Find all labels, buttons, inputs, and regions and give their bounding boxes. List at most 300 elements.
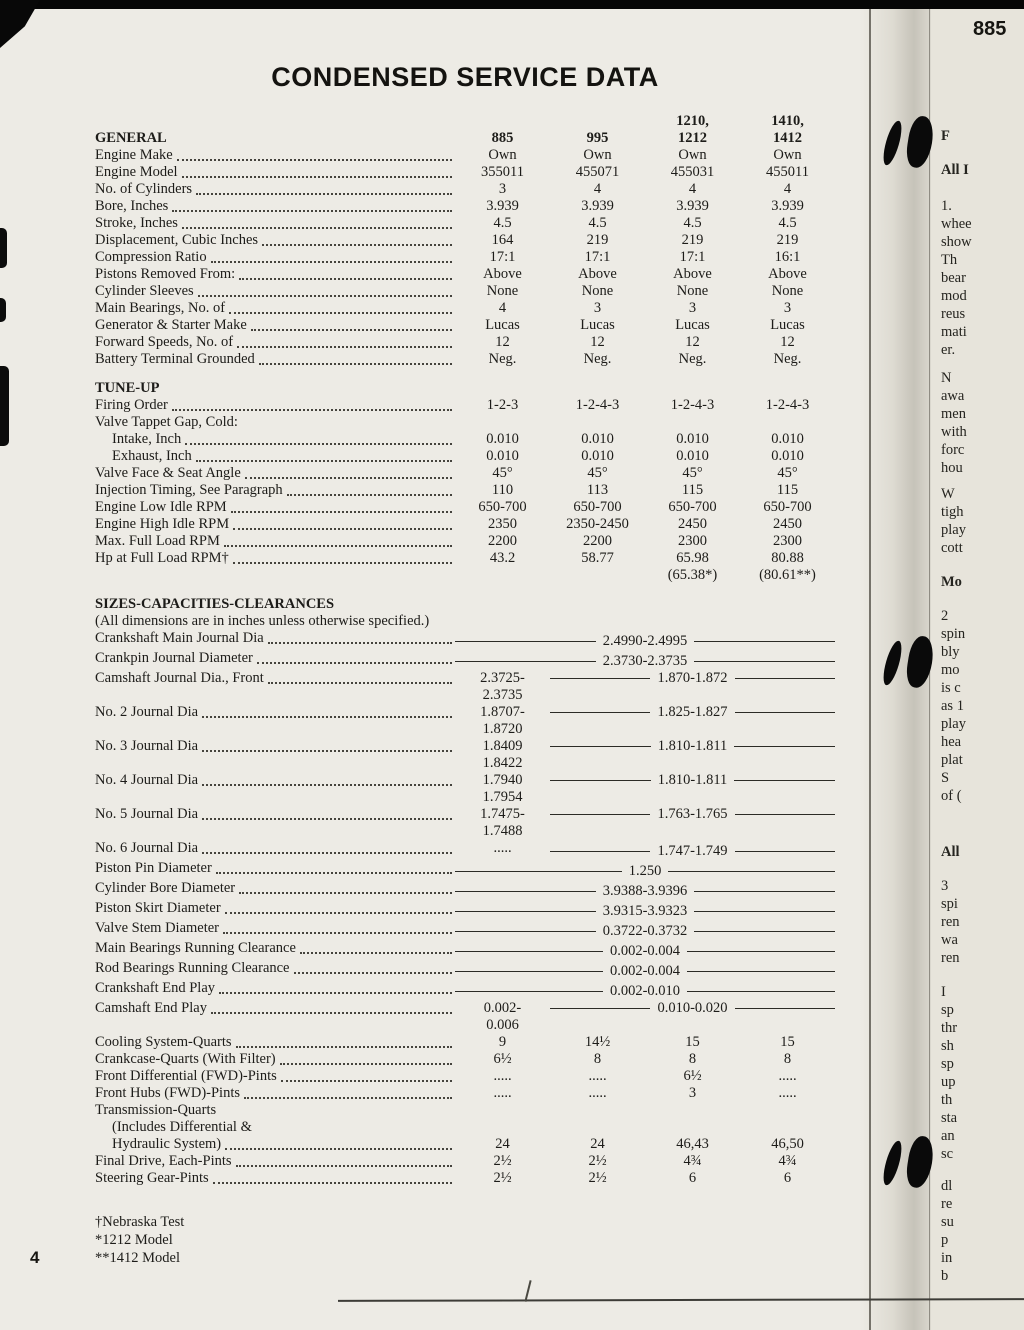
rule-line [455, 971, 603, 972]
dot-leader [300, 952, 452, 954]
binding-mark-bottom [882, 1136, 942, 1190]
table-row [95, 533, 835, 550]
cell-value: 45° [587, 465, 608, 481]
first-column-line: 1.7954 [482, 789, 523, 805]
rule-line [694, 911, 835, 912]
column-header: 1212 [678, 130, 707, 146]
span-value [550, 1000, 835, 1017]
adjacent-text-fragment: All I [941, 162, 969, 178]
rule-line [455, 871, 622, 872]
rule-line [687, 951, 835, 952]
row-label [95, 1051, 455, 1068]
dot-leader [211, 1012, 452, 1014]
row-label [95, 1034, 455, 1051]
cell-value: 8 [783, 1051, 792, 1067]
column-header: 1410, [771, 113, 804, 129]
row-label-text: Intake, Inch [112, 431, 182, 447]
row-label [95, 880, 455, 897]
adjacent-text-fragment: I [941, 984, 946, 1000]
cell-value: 9 [498, 1034, 507, 1050]
adjacent-text-fragment: whee [941, 216, 972, 232]
cell-value: 0.010 [486, 431, 519, 447]
section-note: (All dimensions are in inches unless otherwise specified.) [95, 613, 430, 629]
table-row [95, 860, 835, 880]
row-label-text: Valve Face & Seat Angle [95, 465, 241, 481]
dot-leader [245, 477, 452, 479]
dot-leader [237, 346, 452, 348]
table-row [95, 650, 835, 670]
first-column-value [455, 670, 550, 704]
cell-value: 2200 [583, 533, 612, 549]
adjacent-text-fragment: play [941, 716, 966, 732]
adjacent-text-fragment: spi [941, 896, 958, 912]
adjacent-text-fragment: 2 [941, 608, 949, 624]
cell-value: Neg. [488, 351, 517, 367]
row-label-text: Max. Full Load RPM [95, 533, 220, 549]
binding-mark-middle [882, 636, 942, 690]
row-label-text: Engine Model [95, 164, 178, 180]
cell-value: Above [768, 266, 807, 282]
cell-value: 650-700 [478, 499, 527, 515]
dot-leader [231, 511, 452, 513]
table-row [95, 397, 835, 414]
table-row [95, 1068, 835, 1085]
row-label [95, 232, 455, 249]
table-row [95, 920, 835, 940]
cell-value: (80.61**) [759, 567, 816, 583]
dot-leader [233, 562, 452, 564]
cell-value: 2200 [488, 533, 517, 549]
cell-value: 2½ [493, 1153, 512, 1169]
cell-value: ..... [588, 1085, 607, 1101]
row-label [95, 1068, 455, 1085]
cell-value: Neg. [773, 351, 802, 367]
dot-leader [281, 1080, 452, 1082]
rule-line [455, 891, 596, 892]
table-row [95, 1153, 835, 1170]
cell-value: 1-2-4-3 [765, 397, 810, 413]
row-label-text: No. 2 Journal Dia [95, 704, 199, 720]
row-label-text: (Includes Differential & [112, 1119, 252, 1135]
row-label-text: Exhaust, Inch [112, 448, 192, 464]
table-row [95, 317, 835, 334]
first-column-value [455, 1000, 550, 1034]
row-label [95, 266, 455, 283]
dot-leader [196, 193, 452, 195]
cell-value: ..... [493, 1068, 512, 1084]
cell-value: 3 [688, 300, 697, 316]
adjacent-text-fragment: sp [941, 1056, 954, 1072]
rule-line [735, 1008, 835, 1009]
cell-value: Lucas [580, 317, 615, 333]
row-label-text: Camshaft End Play [95, 1000, 207, 1016]
row-label [95, 940, 455, 957]
cell-value: ..... [778, 1085, 797, 1101]
cell-value: 45° [682, 465, 703, 481]
dot-leader [225, 912, 452, 914]
cell-value: 24 [495, 1136, 510, 1152]
span-value [455, 923, 835, 940]
row-label [95, 1000, 455, 1017]
table-row [95, 567, 835, 584]
cell-value: 4 [783, 181, 792, 197]
adjacent-text-fragment: ren [941, 950, 960, 966]
row-label-text: Valve Tappet Gap, Cold: [95, 414, 238, 430]
adjacent-text-fragment: sc [941, 1146, 954, 1162]
adjacent-text-fragment: bly [941, 644, 960, 660]
row-label [95, 249, 455, 266]
first-column-line: 1.8720 [482, 721, 523, 737]
adjacent-text-fragment: b [941, 1268, 949, 1284]
rule-line [687, 991, 835, 992]
adjacent-text-fragment: S [941, 770, 950, 786]
cell-value: ..... [493, 1085, 512, 1101]
span-value [455, 963, 835, 980]
rule-line [550, 678, 650, 679]
cell-value: 219 [681, 232, 704, 248]
cell-value: 15 [780, 1034, 795, 1050]
adjacent-page-number: 885 [973, 18, 1007, 40]
table-row [95, 198, 835, 215]
cell-value: Own [583, 147, 612, 163]
dot-leader [257, 662, 452, 664]
table-row [95, 1136, 835, 1153]
adjacent-text-fragment: men [941, 406, 966, 422]
scan-artifact-top-bar [0, 0, 1024, 9]
row-label-text: Piston Skirt Diameter [95, 900, 221, 916]
scan-artifact-corner [0, 0, 40, 48]
cell-value: 115 [681, 482, 704, 498]
span-value-text: 1.747-1.749 [657, 843, 728, 859]
scan-artifact-edge-2 [0, 298, 6, 322]
span-value [455, 653, 835, 670]
span-value-text: 1.810-1.811 [657, 772, 728, 788]
footnote: **1412 Model [95, 1250, 180, 1266]
cell-value: 8 [593, 1051, 602, 1067]
cell-value: 17:1 [584, 249, 611, 265]
table-row [95, 1085, 835, 1102]
cell-value: 2450 [678, 516, 707, 532]
row-label [95, 414, 455, 431]
cell-value: 1-2-4-3 [575, 397, 620, 413]
dot-leader [268, 682, 452, 684]
first-column-line: 1.8707- [480, 704, 525, 720]
adjacent-text-fragment: spin [941, 626, 966, 642]
row-label-text: Rod Bearings Running Clearance [95, 960, 290, 976]
row-label-text: Front Hubs (FWD)-Pints [95, 1085, 241, 1101]
span-value [455, 943, 835, 960]
cell-value: 2300 [678, 533, 707, 549]
row-label-text: Crankcase-Quarts (With Filter) [95, 1051, 276, 1067]
row-label [95, 147, 455, 164]
cell-value: 219 [586, 232, 609, 248]
span-value [550, 843, 835, 860]
row-label-text: Stroke, Inches [95, 215, 178, 231]
column-header: 1210, [676, 113, 709, 129]
row-label [95, 198, 455, 215]
row-label [95, 920, 455, 937]
rule-line [694, 931, 835, 932]
dot-leader [211, 261, 452, 263]
cell-value: 3 [688, 1085, 697, 1101]
adjacent-text-fragment: ren [941, 914, 960, 930]
page-title: CONDENSED SERVICE DATA [271, 62, 659, 92]
row-label [95, 317, 455, 334]
cell-value: 455071 [575, 164, 620, 180]
rule-line [694, 891, 835, 892]
rule-line [455, 931, 596, 932]
cell-value: 2350-2450 [566, 516, 629, 532]
cell-value: None [676, 283, 709, 299]
row-label [95, 704, 455, 721]
row-label-text: Pistons Removed From: [95, 266, 236, 282]
table-row [95, 880, 835, 900]
rule-line [734, 746, 835, 747]
adjacent-text-fragment: in [941, 1250, 953, 1266]
cell-value: 3.939 [581, 198, 614, 214]
cell-value: 2350 [488, 516, 517, 532]
cell-value: 2450 [773, 516, 802, 532]
adjacent-text-fragment: sp [941, 1002, 954, 1018]
first-column-value [455, 772, 550, 806]
cell-value: 3.939 [771, 198, 804, 214]
first-column-value [455, 806, 550, 840]
row-label [95, 1170, 455, 1187]
cell-value: 65.98 [676, 550, 709, 566]
cell-value: Own [488, 147, 517, 163]
cell-value: Lucas [675, 317, 710, 333]
cell-value: 4 [498, 300, 507, 316]
dot-leader [202, 750, 452, 752]
cell-value: 16:1 [774, 249, 801, 265]
table-row [95, 806, 835, 840]
rule-line [550, 1008, 650, 1009]
adjacent-text-fragment: awa [941, 388, 965, 404]
dot-leader [244, 1097, 452, 1099]
table-row [95, 960, 835, 980]
table-row [95, 550, 835, 567]
rule-line [687, 971, 835, 972]
cell-value: 2½ [588, 1153, 607, 1169]
adjacent-text-fragment: W [941, 486, 955, 502]
dot-leader [172, 210, 452, 212]
row-label [95, 980, 455, 997]
cell-value: 6 [688, 1170, 697, 1186]
first-column-line: 1.7475- [480, 806, 525, 822]
cell-value: 4 [593, 181, 602, 197]
span-value [550, 772, 835, 789]
table-row [95, 351, 835, 368]
rule-line [455, 951, 603, 952]
row-label-text: Engine High Idle RPM [95, 516, 230, 532]
dot-leader [182, 227, 452, 229]
row-label [95, 482, 455, 499]
cell-value: 12 [590, 334, 605, 350]
row-label-text: No. 4 Journal Dia [95, 772, 199, 788]
dot-leader [223, 932, 452, 934]
row-label-text: No. 5 Journal Dia [95, 806, 199, 822]
row-label [95, 431, 455, 448]
section-heading-row [95, 596, 835, 613]
table-row [95, 738, 835, 772]
row-label [95, 215, 455, 232]
cell-value: 4.5 [588, 215, 607, 231]
row-label-text: No. 3 Journal Dia [95, 738, 199, 754]
cell-value: 46,43 [676, 1136, 709, 1152]
adjacent-text-fragment: Th [941, 252, 958, 268]
cell-value: 15 [685, 1034, 700, 1050]
row-label-text: Crankshaft Main Journal Dia [95, 630, 264, 646]
span-value [455, 883, 835, 900]
adjacent-text-fragment: F [941, 128, 950, 144]
dot-leader [177, 159, 452, 161]
adjacent-text-fragment: play [941, 522, 966, 538]
rule-line [735, 712, 835, 713]
cell-value: 0.010 [581, 448, 614, 464]
row-label-text: Generator & Starter Make [95, 317, 247, 333]
row-label [95, 448, 455, 465]
row-label [95, 516, 455, 533]
row-label [95, 397, 455, 414]
table-row [95, 1170, 835, 1187]
table-row [95, 431, 835, 448]
row-label [95, 1136, 455, 1153]
scan-artifact-edge-3 [0, 366, 9, 446]
section-heading-row [95, 130, 835, 147]
cell-value: 6½ [683, 1068, 702, 1084]
cell-value: 113 [586, 482, 609, 498]
span-value-text: 3.9315-3.9323 [602, 903, 688, 919]
table-row [95, 940, 835, 960]
adjacent-text-fragment: N [941, 370, 952, 386]
dot-leader [202, 818, 452, 820]
dot-leader [196, 460, 452, 462]
dot-leader [280, 1063, 452, 1065]
table-row [95, 980, 835, 1000]
cell-value: 0.010 [771, 431, 804, 447]
adjacent-text-fragment: su [941, 1214, 954, 1230]
cell-value: 0.010 [581, 431, 614, 447]
row-label [95, 630, 455, 647]
cell-value: Own [773, 147, 802, 163]
span-value [455, 983, 835, 1000]
adjacent-text-fragment: Mo [941, 574, 962, 590]
dot-leader [268, 642, 452, 644]
adjacent-text-fragment: mod [941, 288, 967, 304]
cell-value: 12 [495, 334, 510, 350]
cell-value: 455011 [766, 164, 809, 180]
column-header-row [95, 113, 835, 130]
cell-value: Above [483, 266, 522, 282]
adjacent-text-fragment: All [941, 844, 960, 860]
cell-value: 3 [593, 300, 602, 316]
span-value-text: 1.870-1.872 [657, 670, 728, 686]
row-label [95, 283, 455, 300]
cell-value: 4 [688, 181, 697, 197]
row-label-text: Piston Pin Diameter [95, 860, 212, 876]
adjacent-text-fragment: mati [941, 324, 967, 340]
dot-leader [251, 329, 452, 331]
cell-value: 43.2 [489, 550, 516, 566]
row-label [95, 1085, 455, 1102]
row-label-text: Transmission-Quarts [95, 1102, 217, 1118]
adjacent-text-fragment: 1. [941, 198, 952, 214]
cell-value: 45° [492, 465, 513, 481]
span-value-text: 3.9388-3.9396 [602, 883, 688, 899]
span-value [550, 806, 835, 823]
scan-artifact-edge-1 [0, 228, 7, 268]
row-label-text: Valve Stem Diameter [95, 920, 220, 936]
span-value-text: 1.810-1.811 [657, 738, 728, 754]
cell-value: 2½ [493, 1170, 512, 1186]
cell-value: 0.010 [676, 431, 709, 447]
table-row [95, 482, 835, 499]
table-row [95, 1119, 835, 1136]
row-label-text: Camshaft Journal Dia., Front [95, 670, 264, 686]
dot-leader [219, 992, 452, 994]
row-label [95, 181, 455, 198]
row-label-text: Displacement, Cubic Inches [95, 232, 259, 248]
table-row [95, 465, 835, 482]
row-label [95, 1102, 455, 1119]
dot-leader [202, 784, 452, 786]
adjacent-text-fragment: as 1 [941, 698, 964, 714]
cell-value: 4.5 [778, 215, 797, 231]
section-gap [95, 368, 835, 380]
rule-line [550, 780, 651, 781]
row-label-text: Front Differential (FWD)-Pints [95, 1068, 277, 1084]
table-row [95, 1000, 835, 1034]
adjacent-text-fragment: hou [941, 460, 963, 476]
dot-leader [236, 1046, 452, 1048]
column-header: 1412 [773, 130, 802, 146]
row-label [95, 164, 455, 181]
first-column-line: ..... [493, 840, 512, 856]
cell-value: 110 [491, 482, 514, 498]
span-value-text: 0.3722-0.3732 [602, 923, 688, 939]
cell-value: Neg. [583, 351, 612, 367]
dot-leader [225, 1148, 452, 1150]
cell-value: Above [673, 266, 712, 282]
span-value [455, 633, 835, 650]
page-edge-line [869, 0, 871, 1330]
section-heading-row [95, 380, 835, 397]
row-label-text: Hp at Full Load RPM† [95, 550, 229, 566]
cell-value: None [771, 283, 804, 299]
cell-value: 3.939 [486, 198, 519, 214]
table-row [95, 704, 835, 738]
adjacent-text-fragment: p [941, 1232, 949, 1248]
span-value-text: 0.002-0.004 [609, 943, 681, 959]
cell-value: Own [678, 147, 707, 163]
rule-line [550, 814, 650, 815]
dot-leader [185, 443, 452, 445]
table-row [95, 900, 835, 920]
span-value [455, 863, 835, 880]
adjacent-text-fragment: forc [941, 442, 965, 458]
footnote: †Nebraska Test [95, 1214, 185, 1230]
row-label [95, 1153, 455, 1170]
first-column-value [455, 840, 550, 857]
page-number: 4 [30, 1248, 40, 1267]
span-value [550, 738, 835, 755]
dot-leader [259, 363, 452, 365]
adjacent-text-fragment: wa [941, 932, 958, 948]
adjacent-text-fragment: re [941, 1196, 953, 1212]
cell-value: 14½ [584, 1034, 611, 1050]
row-label-text: Crankpin Journal Diameter [95, 650, 253, 666]
cell-value: 12 [780, 334, 795, 350]
